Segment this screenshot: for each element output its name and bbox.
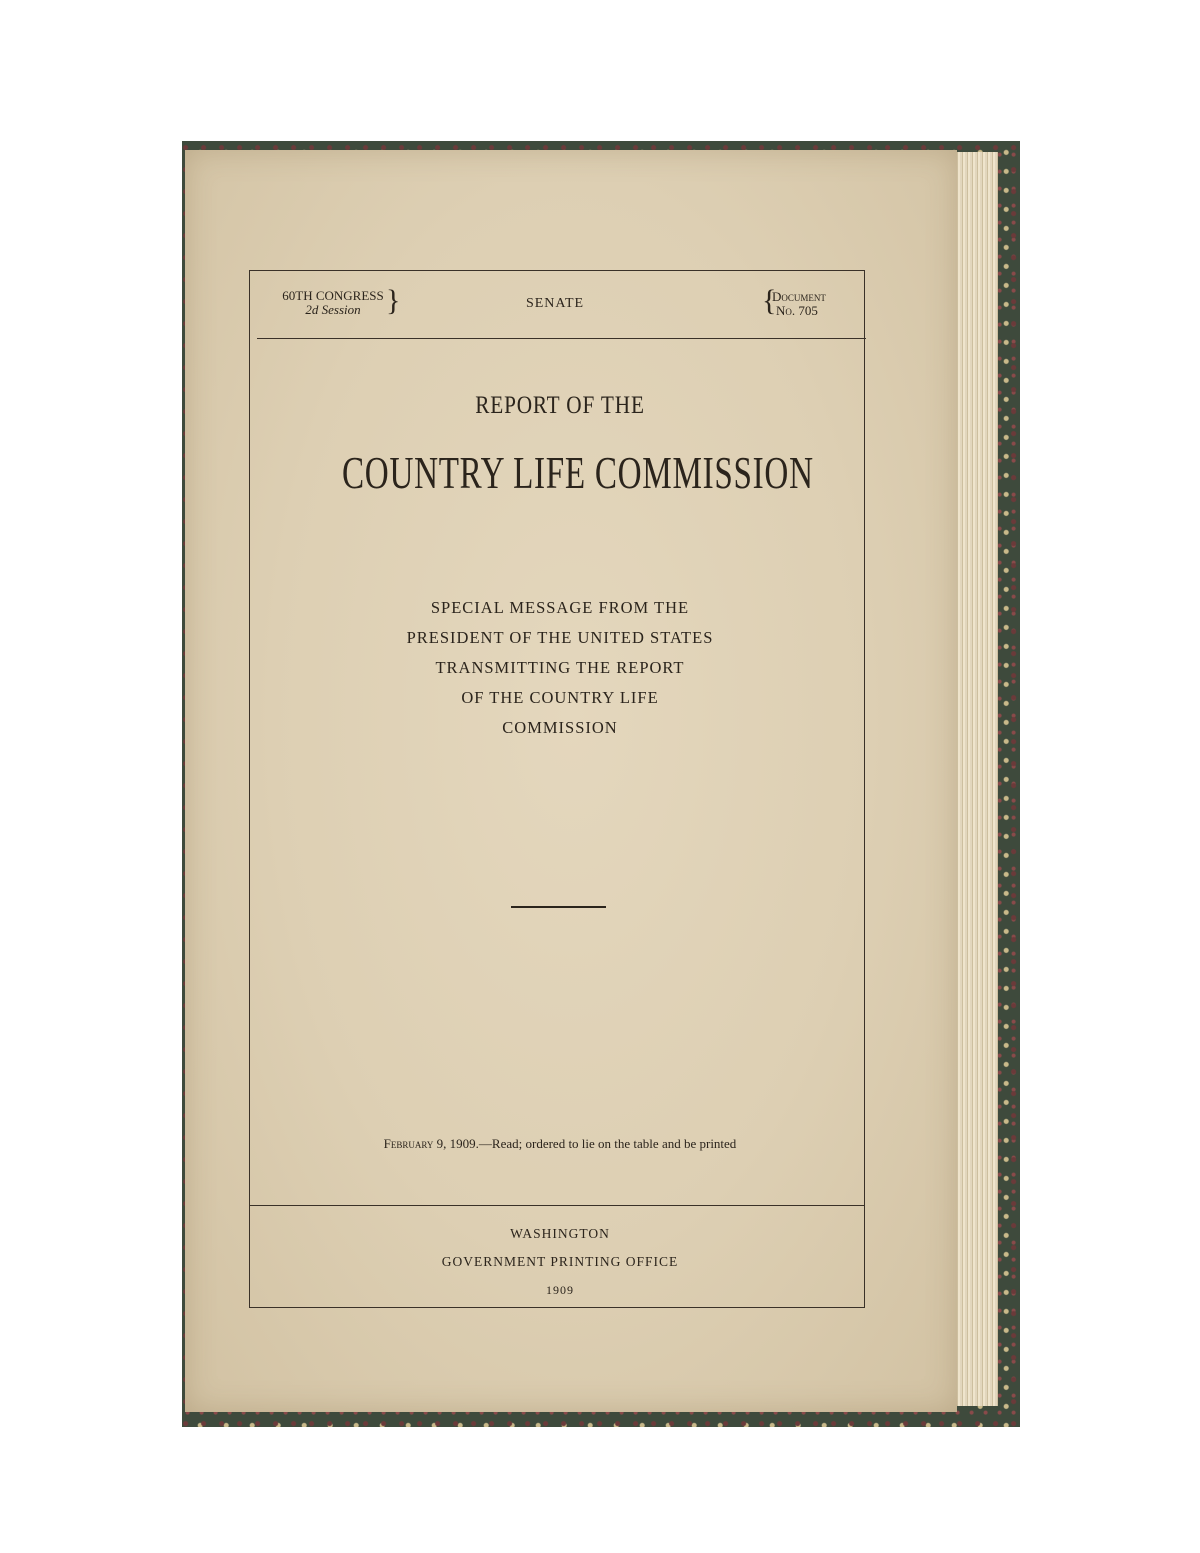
title-prefix: REPORT OF THE <box>475 392 645 419</box>
document-label: Document <box>772 289 826 304</box>
right-brace: { <box>762 284 777 317</box>
chamber-label: SENATE <box>525 296 585 311</box>
session-label: 2d Session <box>305 302 361 317</box>
left-brace: } <box>386 284 401 317</box>
message-line: TRANSMITTING THE REPORT <box>435 658 685 677</box>
message-line: COMMISSION <box>502 718 618 737</box>
date-line <box>270 1136 850 1152</box>
message-line: SPECIAL MESSAGE FROM THE <box>430 598 690 617</box>
date-month: February <box>383 1136 434 1151</box>
imprint <box>300 1220 820 1304</box>
message-line: OF THE COUNTRY LIFE <box>461 688 659 707</box>
special-message <box>300 593 820 743</box>
imprint-city: WASHINGTON <box>510 1226 610 1241</box>
page-border <box>249 270 865 1308</box>
imprint-office: GOVERNMENT PRINTING OFFICE <box>441 1254 679 1269</box>
document-no: No. 705 <box>776 303 818 318</box>
document-number <box>772 290 862 318</box>
imprint-year: 1909 <box>546 1283 574 1297</box>
date-rest: 9, 1909.—Read; ordered to lie on the table and be printed <box>433 1136 737 1151</box>
footer-divider <box>249 1205 865 1206</box>
congress-label <box>268 289 398 317</box>
congress-number: 60TH CONGRESS <box>282 288 384 303</box>
header-divider <box>257 338 866 339</box>
main-title: COUNTRY LIFE COMMISSION <box>342 447 814 498</box>
message-line: PRESIDENT OF THE UNITED STATES <box>406 628 714 647</box>
section-rule <box>511 906 606 908</box>
